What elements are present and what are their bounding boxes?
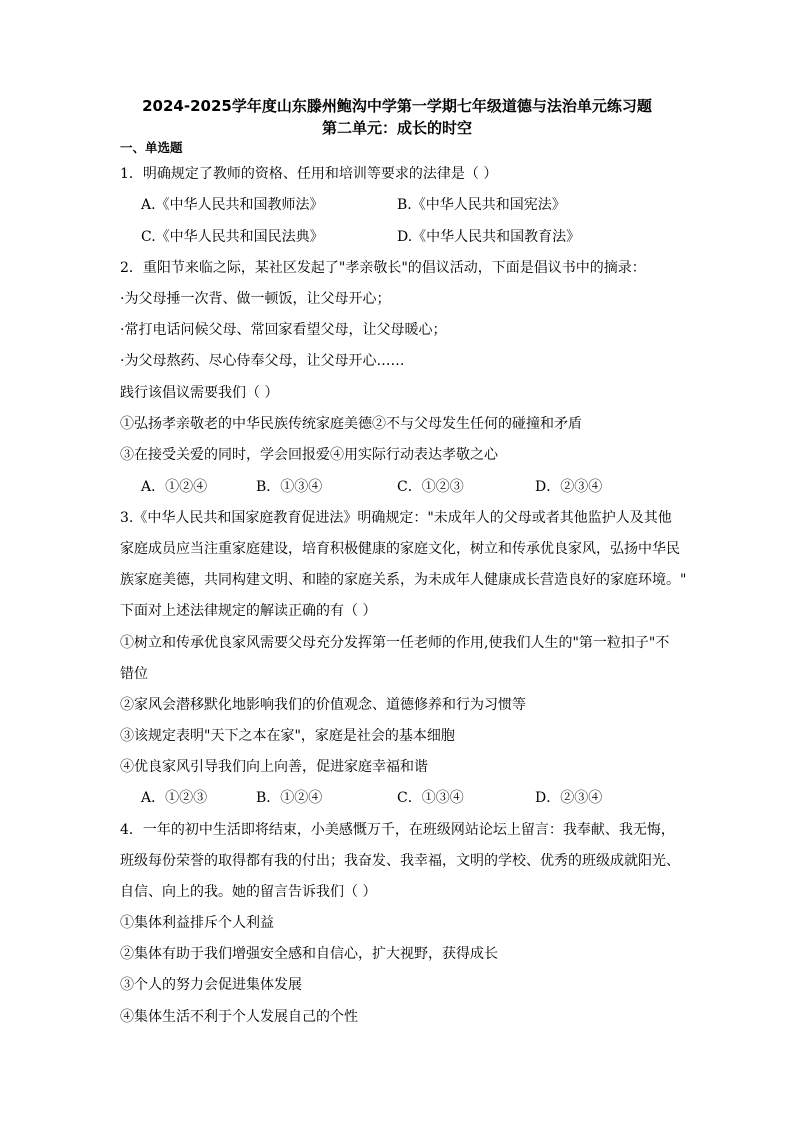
question-3-statement: ③该规定表明"天下之本在家"，家庭是社会的基本细胞	[120, 728, 455, 744]
question-2-option-a: A．①②④	[141, 479, 208, 495]
question-3-option-d: D．②③④	[535, 790, 603, 806]
question-2-line: ·为父母捶一次背、做一顿饭，让父母开心；	[120, 291, 391, 307]
question-3-statement: ②家风会潜移默化地影响我们的价值观念、道德修养和行为习惯等	[120, 697, 526, 713]
question-4-statement: ②集体有助于我们增强安全感和自信心，扩大视野，获得成长	[120, 946, 498, 962]
question-2-statement: ①弘扬孝亲敬老的中华民族传统家庭美德②不与父母发生任何的碰撞和矛盾	[120, 416, 582, 432]
question-2-prompt: 践行该倡议需要我们（ ）	[120, 385, 279, 401]
question-1-option-c: C.《中华人民共和国民法典》	[141, 229, 324, 245]
question-2-line: ·常打电话问候父母、常回家看望父母，让父母暖心；	[120, 322, 447, 338]
question-3-statement: 错位	[120, 666, 148, 682]
question-2-option-d: D．②③④	[535, 479, 603, 495]
question-2-option-c: C．①②③	[397, 479, 464, 495]
question-3-statement: ①树立和传承优良家风需要父母充分发挥第一任老师的作用,使我们人生的"第一粒扣子"不	[120, 635, 670, 651]
question-3-stem-line: 家庭成员应当注重家庭建设，培育积极健康的家庭文化，树立和传承优良家风，弘扬中华民	[120, 541, 680, 557]
question-4-stem-line: 4．一年的初中生活即将结束，小美感慨万千，在班级网站论坛上留言：我奉献、我无悔，	[120, 822, 675, 838]
question-3-statement: ④优良家风引导我们向上向善，促进家庭幸福和谐	[120, 759, 428, 775]
question-3-stem-line: 族家庭美德，共同构建文明、和睦的家庭关系，为未成年人健康成长营造良好的家庭环境。"	[120, 572, 687, 588]
question-2-statement: ③在接受关爱的同时，学会回报爱④用实际行动表达孝敬之心	[120, 447, 498, 463]
question-4-statement: ③个人的努力会促进集体发展	[120, 977, 302, 993]
question-2-option-b: B．①③④	[256, 479, 323, 495]
question-1-option-a: A.《中华人民共和国教师法》	[141, 197, 324, 213]
question-1-stem: 1．明确规定了教师的资格、任用和培训等要求的法律是（ ）	[120, 166, 498, 182]
question-4-statement: ①集体利益排斥个人利益	[120, 915, 274, 931]
question-4-stem-line: 自信、向上的我。她的留言告诉我们（ ）	[120, 884, 377, 900]
page-title: 2024-2025学年度山东滕州鲍沟中学第一学期七年级道德与法治单元练习题	[142, 97, 652, 115]
question-2-line: ·为父母熬药、尽心侍奉父母，让父母开心……	[120, 353, 405, 369]
unit-subtitle: 第二单元：成长的时空	[321, 119, 472, 137]
question-4-stem-line: 班级每份荣誉的取得都有我的付出；我奋发、我幸福，文明的学校、优秀的班级成就阳光、	[120, 853, 680, 869]
question-1-option-b: B.《中华人民共和国宪法》	[397, 197, 566, 213]
section-heading: 一、单选题	[120, 140, 183, 155]
question-3-option-a: A．①②③	[141, 790, 208, 806]
question-3-option-b: B．①②④	[256, 790, 323, 806]
question-1-option-d: D.《中华人民共和国教育法》	[397, 229, 581, 245]
question-3-stem-line: 3.《中华人民共和国家庭教育促进法》明确规定："未成年人的父母或者其他监护人及其他	[120, 510, 672, 526]
question-3-option-c: C．①③④	[397, 790, 464, 806]
question-3-prompt: 下面对上述法律规定的解读正确的有（ ）	[120, 603, 377, 619]
question-2-stem: 2．重阳节来临之际，某社区发起了"孝亲敬长"的倡议活动，下面是倡议书中的摘录：	[120, 260, 646, 276]
question-4-statement: ④集体生活不利于个人发展自己的个性	[120, 1009, 358, 1025]
